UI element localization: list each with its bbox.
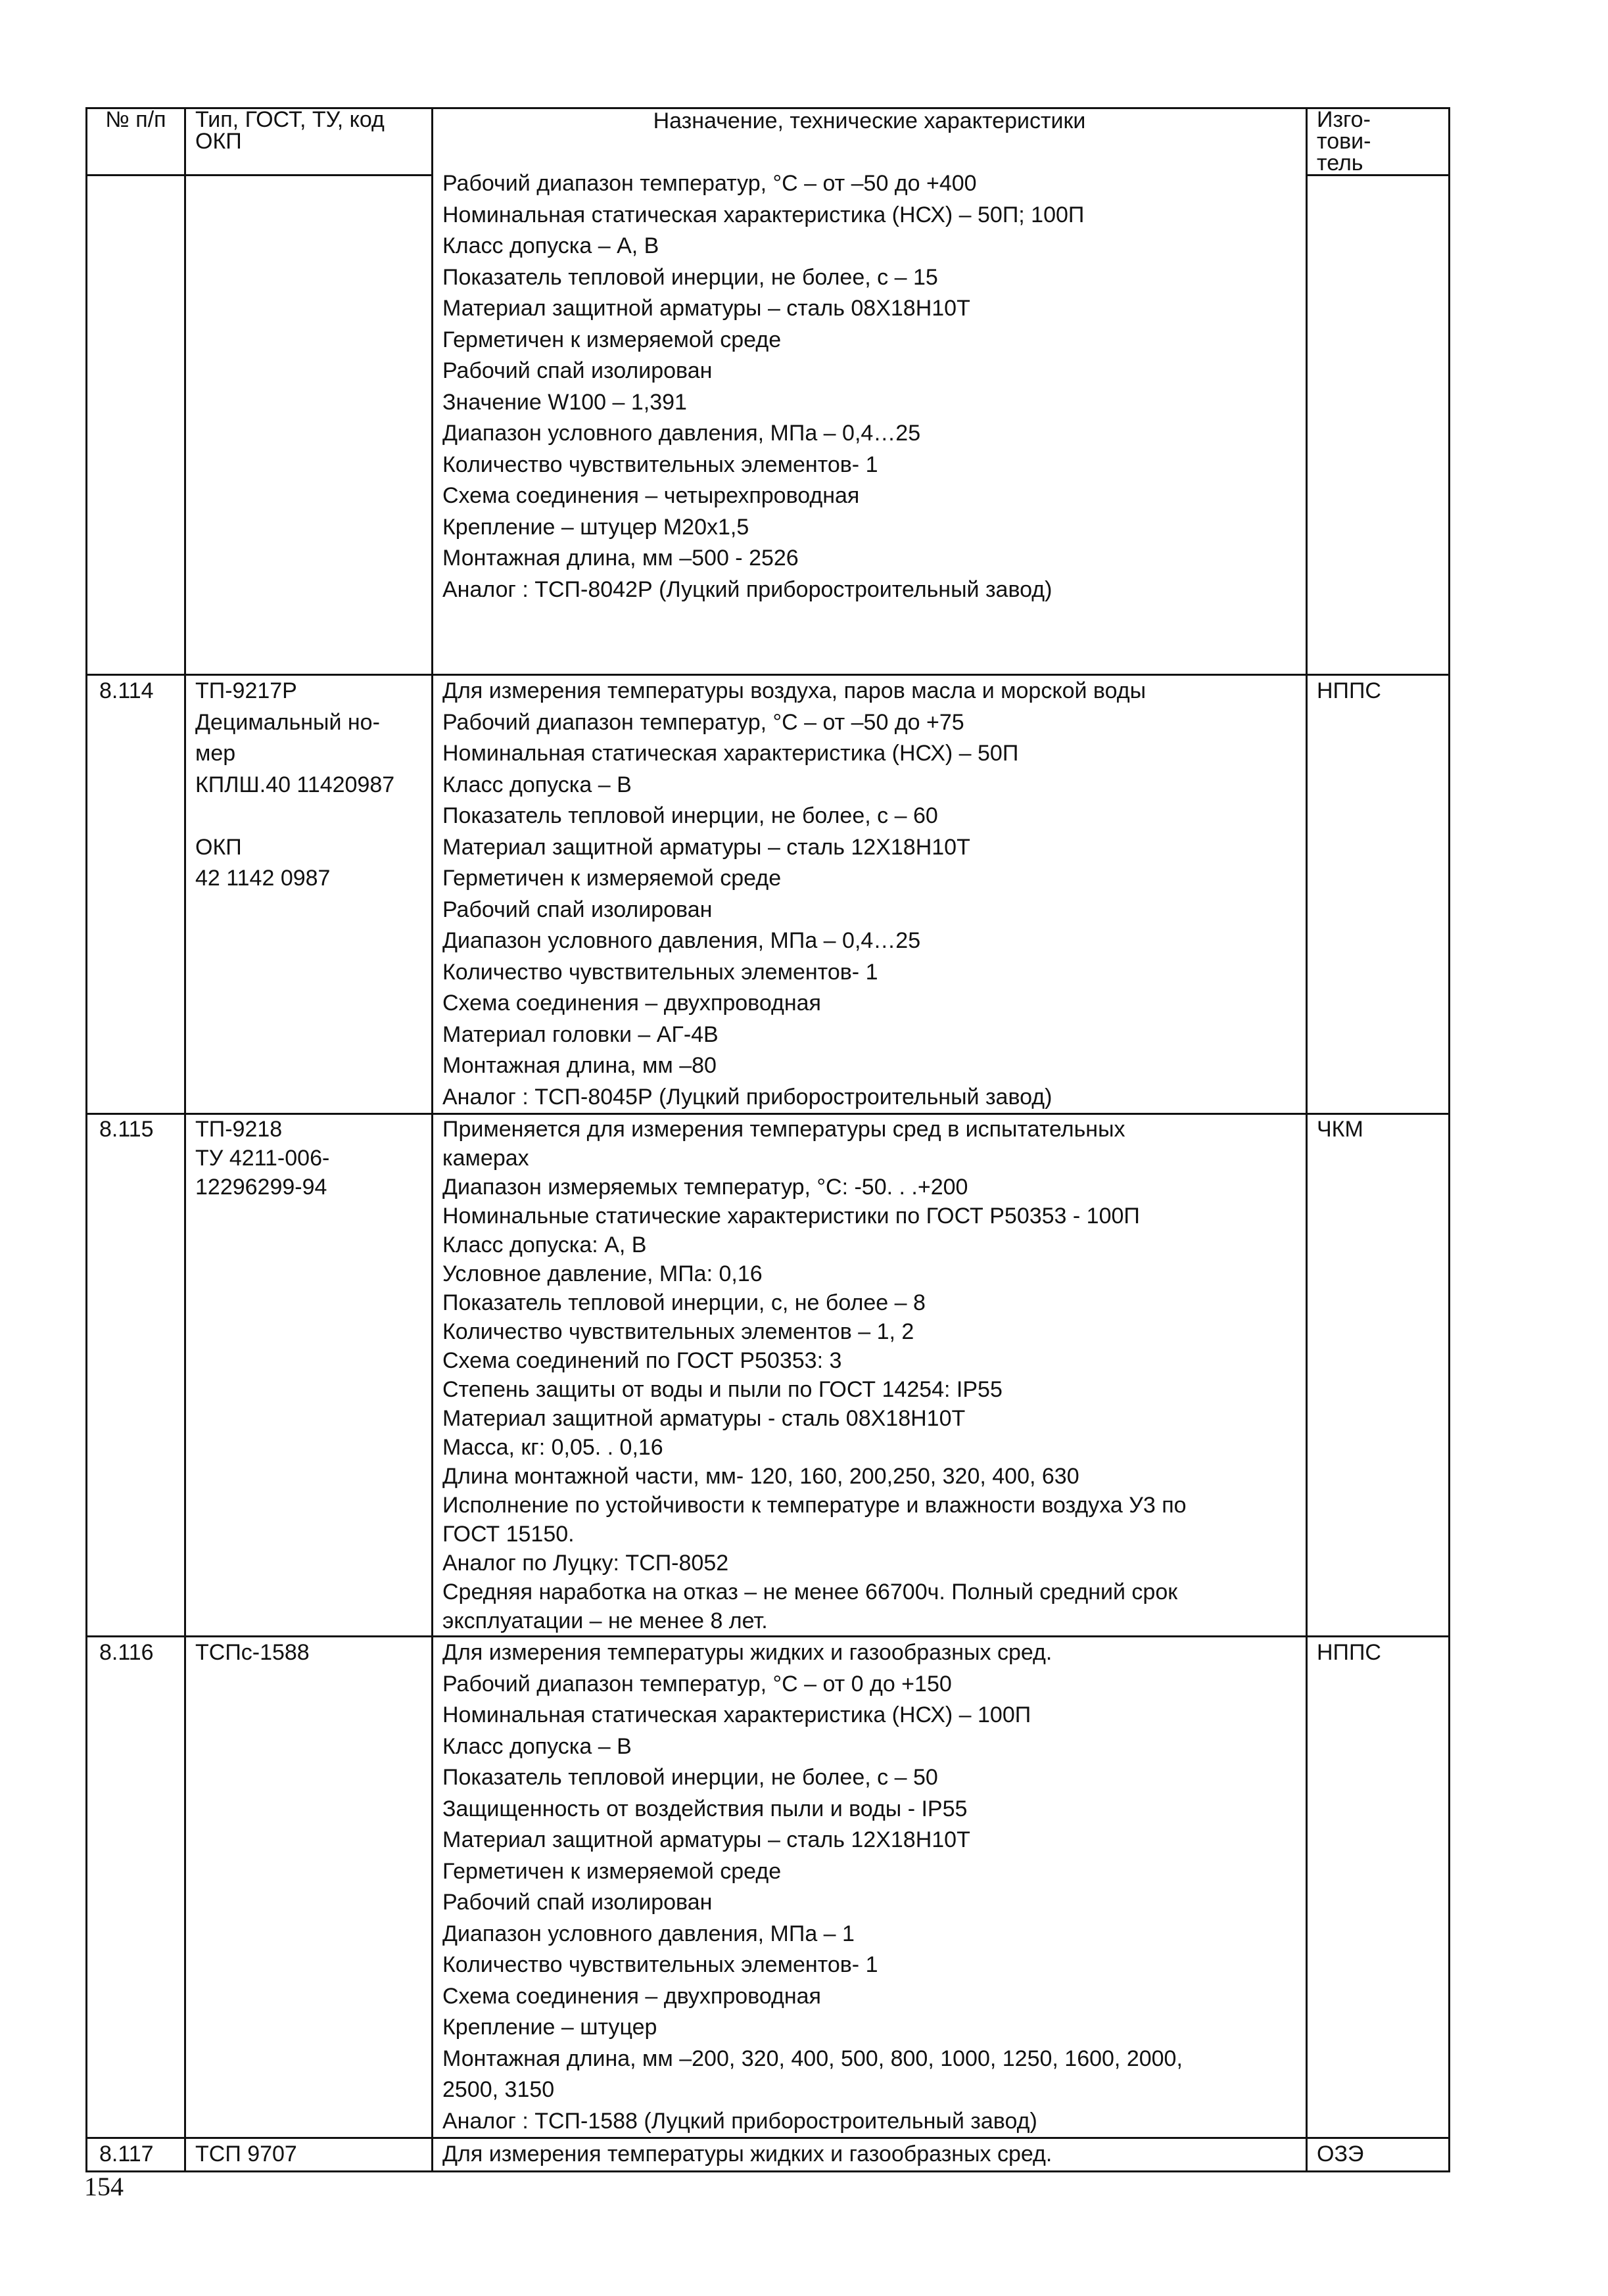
header-no bbox=[87, 108, 185, 176]
continuation-line: Материал защитной арматуры – сталь 08Х18Н10Т bbox=[442, 296, 970, 321]
header-type-text: Тип, ГОСТ, ТУ, код ОКП bbox=[195, 107, 385, 154]
desc-line: Длина монтажной части, мм- 120, 160, 200,250, 320, 400, 630 bbox=[442, 1464, 1079, 1489]
desc-line: Количество чувствительных элементов – 1, 2 bbox=[442, 1319, 914, 1344]
row-maker: НППС bbox=[1307, 1637, 1450, 2138]
desc-line: Материал головки – АГ-4В bbox=[442, 1021, 719, 1047]
continuation-line: Класс допуска – А, В bbox=[442, 233, 659, 258]
desc-line: Рабочий диапазон температур, °С – от 0 до +150 bbox=[442, 1671, 952, 1697]
desc-line: Номинальная статическая характеристика (НСХ) – 50П bbox=[442, 741, 1019, 766]
continuation-line: Количество чувствительных элементов- 1 bbox=[442, 452, 878, 477]
desc-line: Диапазон условного давления, МПа – 0,4…25 bbox=[442, 928, 921, 953]
row-type bbox=[185, 1114, 433, 1637]
desc-line: Номинальная статическая характеристика (НСХ) – 100П bbox=[442, 1702, 1031, 1727]
desc-line: Показатель тепловой инерции, не более, с – 60 bbox=[442, 803, 938, 828]
desc-line: Схема соединения – двухпроводная bbox=[442, 1983, 821, 2009]
desc-line: Количество чувствительных элементов- 1 bbox=[442, 959, 878, 985]
type-line: КПЛШ.40 11420987 bbox=[195, 772, 395, 797]
desc-line: Показатель тепловой инерции, не более, с – 50 bbox=[442, 1765, 938, 1790]
page-number: 154 bbox=[84, 2172, 124, 2201]
desc-line: Монтажная длина, мм –80 bbox=[442, 1053, 717, 1078]
type-line: 12296299-94 bbox=[195, 1175, 327, 1200]
continuation-line: Рабочий диапазон температур, °С – от –50 до +400 bbox=[442, 171, 977, 196]
table-row bbox=[87, 1637, 1450, 2138]
continuation-maker bbox=[1307, 176, 1450, 675]
header-and-continuation-description bbox=[433, 108, 1307, 675]
spec-table bbox=[85, 107, 1450, 2172]
row-maker: ЧКМ bbox=[1307, 1114, 1450, 1637]
desc-line: Схема соединения – двухпроводная bbox=[442, 991, 821, 1016]
type-line: ТСП 9707 bbox=[195, 2142, 297, 2167]
continuation-line: Диапазон условного давления, МПа – 0,4…25 bbox=[442, 421, 921, 446]
row-number: 8.114 bbox=[87, 675, 185, 1114]
desc-line: Схема соединений по ГОСТ Р50353: 3 bbox=[442, 1348, 842, 1373]
continuation-line: Рабочий спай изолирован bbox=[442, 358, 713, 383]
type-line: мер bbox=[195, 741, 236, 766]
desc-line: Крепление – штуцер bbox=[442, 2015, 657, 2040]
desc-line: ГОСТ 15150. bbox=[442, 1522, 575, 1547]
desc-line: Исполнение по устойчивости к температуре и влажности воздуха У3 по bbox=[442, 1493, 1187, 1518]
row-type bbox=[185, 2138, 433, 2172]
desc-line: Аналог по Луцку: ТСП-8052 bbox=[442, 1551, 729, 1576]
desc-line: Диапазон условного давления, МПа – 1 bbox=[442, 1921, 855, 1946]
desc-line: Аналог : ТСП-1588 (Луцкий приборостроительный завод) bbox=[442, 2108, 1037, 2134]
desc-line: камерах bbox=[442, 1146, 529, 1171]
desc-line: Класс допуска – В bbox=[442, 1733, 632, 1759]
desc-line: Для измерения температуры воздуха, паров масла и морской воды bbox=[442, 678, 1147, 703]
header-maker-text: Изго-тови-тель bbox=[1317, 107, 1371, 176]
continuation-line: Герметичен к измеряемой среде bbox=[442, 327, 782, 352]
desc-line: Монтажная длина, мм –200, 320, 400, 500, 800, 1000, 1250, 1600, 2000, bbox=[442, 2046, 1183, 2071]
desc-line: Класс допуска: А, В bbox=[442, 1232, 647, 1257]
desc-line: Герметичен к измеряемой среде bbox=[442, 1858, 782, 1884]
desc-line: Средняя наработка на отказ – не менее 66700ч. Полный средний срок bbox=[442, 1580, 1178, 1605]
header-type bbox=[185, 108, 433, 176]
table-row bbox=[87, 1114, 1450, 1637]
row-description bbox=[433, 1637, 1307, 2138]
desc-line: Показатель тепловой инерции, с, не более – 8 bbox=[442, 1290, 926, 1315]
desc-line: Аналог : ТСП-8045Р (Луцкий приборостроительный завод) bbox=[442, 1084, 1052, 1110]
desc-line: Материал защитной арматуры – сталь 12Х18Н10Т bbox=[442, 834, 970, 860]
header-maker bbox=[1307, 108, 1450, 176]
row-description bbox=[433, 675, 1307, 1114]
desc-line: Степень защиты от воды и пыли по ГОСТ 14254: IP55 bbox=[442, 1377, 1003, 1402]
desc-line: Рабочий спай изолирован bbox=[442, 897, 713, 922]
continuation-line: Показатель тепловой инерции, не более, с – 15 bbox=[442, 264, 938, 290]
desc-line: Материал защитной арматуры - сталь 08Х18Н10Т bbox=[442, 1406, 966, 1431]
desc-line: Диапазон измеряемых температур, °С: -50. . .+200 bbox=[442, 1175, 968, 1200]
continuation-line: Аналог : ТСП-8042Р (Луцкий приборостроительный завод) bbox=[442, 576, 1052, 602]
row-maker: НППС bbox=[1307, 675, 1450, 1114]
desc-line: Класс допуска – В bbox=[442, 772, 632, 797]
row-number: 8.115 bbox=[87, 1114, 185, 1637]
table-header-row bbox=[87, 108, 1450, 176]
row-type bbox=[185, 1637, 433, 2138]
continuation-type bbox=[185, 176, 433, 675]
type-line: Децимальный но- bbox=[195, 709, 380, 735]
desc-line: Условное давление, МПа: 0,16 bbox=[442, 1261, 763, 1286]
row-description bbox=[433, 1114, 1307, 1637]
header-description: Назначение, технические характеристики bbox=[653, 108, 1086, 133]
row-number: 8.117 bbox=[87, 2138, 185, 2172]
desc-line: Количество чувствительных элементов- 1 bbox=[442, 1952, 878, 1977]
table-row bbox=[87, 2138, 1450, 2172]
desc-line: эксплуатации – не менее 8 лет. bbox=[442, 1608, 768, 1633]
desc-line: 2500, 3150 bbox=[442, 2077, 555, 2102]
row-number: 8.116 bbox=[87, 1637, 185, 2138]
type-line: ТП-9217Р bbox=[195, 678, 297, 703]
desc-line: Применяется для измерения температуры сред в испытательных bbox=[442, 1117, 1125, 1142]
desc-line: Масса, кг: 0,05. . 0,16 bbox=[442, 1435, 663, 1460]
continuation-line: Схема соединения – четырехпроводная bbox=[442, 483, 860, 508]
continuation-line: Монтажная длина, мм –500 - 2526 bbox=[442, 546, 799, 571]
desc-line: Номинальные статические характеристики по ГОСТ Р50353 - 100П bbox=[442, 1204, 1140, 1229]
desc-line: Защищенность от воздействия пыли и воды - IP55 bbox=[442, 1796, 968, 1821]
continuation-line: Значение W100 – 1,391 bbox=[442, 389, 687, 415]
continuation-no bbox=[87, 176, 185, 675]
desc-line: Для измерения температуры жидких и газообразных сред. bbox=[442, 2142, 1052, 2167]
type-line: ТСПс-1588 bbox=[195, 1640, 310, 1665]
type-line: ТП-9218 bbox=[195, 1117, 283, 1142]
header-no-text: № п/п bbox=[105, 107, 166, 132]
row-type bbox=[185, 675, 433, 1114]
continuation-line: Номинальная статическая характеристика (НСХ) – 50П; 100П bbox=[442, 202, 1085, 227]
type-line: 42 1142 0987 bbox=[195, 866, 331, 891]
row-maker: ОЗЭ bbox=[1307, 2138, 1450, 2172]
desc-line: Герметичен к измеряемой среде bbox=[442, 866, 782, 891]
desc-line: Рабочий диапазон температур, °С – от –50 до +75 bbox=[442, 709, 964, 735]
row-description bbox=[433, 2138, 1307, 2172]
continuation-line: Крепление – штуцер М20х1,5 bbox=[442, 514, 749, 540]
type-line: ТУ 4211-006- bbox=[195, 1146, 330, 1171]
table-row bbox=[87, 675, 1450, 1114]
desc-line: Для измерения температуры жидких и газообразных сред. bbox=[442, 1640, 1052, 1665]
type-line: ОКП bbox=[195, 834, 242, 860]
desc-line: Рабочий спай изолирован bbox=[442, 1890, 713, 1915]
desc-line: Материал защитной арматуры – сталь 12Х18Н10Т bbox=[442, 1827, 970, 1852]
